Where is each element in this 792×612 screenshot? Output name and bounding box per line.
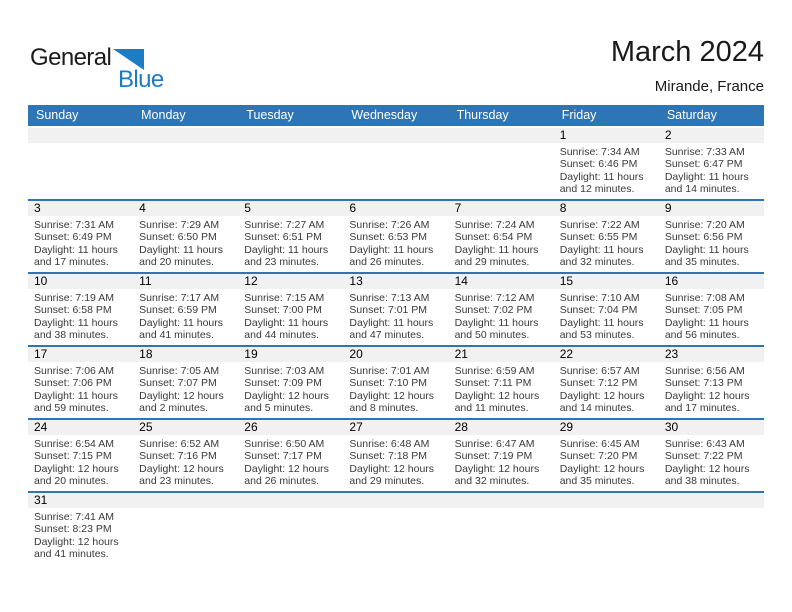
daylight-text-cont: and 29 minutes. <box>349 475 425 488</box>
day-cell-empty <box>449 128 554 199</box>
daylight-text-cont: and 41 minutes. <box>34 548 109 561</box>
sunset-text: Sunset: 6:56 PM <box>664 231 743 244</box>
day-number: 21 <box>454 347 468 361</box>
daylight-text: Daylight: 12 hours <box>139 389 224 402</box>
sunset-text: Sunset: 6:53 PM <box>349 231 428 244</box>
day-cell <box>554 420 659 491</box>
daylight-text-cont: and 12 minutes. <box>559 183 635 196</box>
day-number: 12 <box>244 274 258 288</box>
daylight-text-cont: and 11 minutes. <box>454 402 529 415</box>
day-number: 9 <box>664 201 672 215</box>
day-cell <box>659 128 764 199</box>
daylight-text-cont: and 32 minutes. <box>559 256 635 269</box>
day-cell-empty <box>238 128 343 199</box>
sunset-text: Sunset: 7:10 PM <box>349 377 428 390</box>
daylight-text: Daylight: 11 hours <box>559 243 644 256</box>
daylight-text-cont: and 23 minutes. <box>139 475 214 488</box>
sunrise-text: Sunrise: 6:48 AM <box>349 438 430 450</box>
day-number: 28 <box>454 420 468 434</box>
daylight-text: Daylight: 11 hours <box>664 243 749 256</box>
sunset-text: Sunset: 7:17 PM <box>244 450 322 463</box>
day-header-friday: Friday <box>561 108 597 122</box>
sunset-text: Sunset: 6:47 PM <box>664 158 743 171</box>
daylight-text: Daylight: 12 hours <box>244 462 329 475</box>
sunset-text: Sunset: 7:19 PM <box>454 450 533 463</box>
sunrise-text: Sunrise: 7:06 AM <box>34 365 114 377</box>
sunset-text: Sunset: 6:55 PM <box>559 231 638 244</box>
calendar-weeks <box>28 128 764 568</box>
sunrise-text: Sunrise: 6:47 AM <box>454 438 535 450</box>
day-number: 3 <box>34 201 41 215</box>
sunrise-text: Sunrise: 6:57 AM <box>559 365 640 377</box>
sunrise-text: Sunrise: 7:10 AM <box>559 292 640 304</box>
day-cell-empty <box>28 128 133 199</box>
calendar-week-row <box>28 493 764 568</box>
sunrise-text: Sunrise: 7:31 AM <box>34 219 114 231</box>
sunrise-text: Sunrise: 7:05 AM <box>139 365 220 377</box>
daylight-text: Daylight: 12 hours <box>34 462 119 475</box>
sunrise-text: Sunrise: 6:45 AM <box>559 438 640 450</box>
day-cell-empty <box>238 493 343 568</box>
day-cell <box>659 420 764 491</box>
sunrise-text: Sunrise: 6:59 AM <box>454 365 535 377</box>
day-number: 31 <box>34 493 48 507</box>
daylight-text-cont: and 2 minutes. <box>139 402 209 415</box>
day-cell <box>659 201 764 272</box>
day-number: 25 <box>139 420 153 434</box>
day-number: 5 <box>244 201 251 215</box>
day-number: 1 <box>559 128 567 142</box>
daylight-text-cont: and 26 minutes. <box>244 475 319 488</box>
day-header-saturday: Saturday <box>666 108 717 122</box>
sunrise-text: Sunrise: 7:26 AM <box>349 219 430 231</box>
sunset-text: Sunset: 6:58 PM <box>34 304 112 317</box>
day-number: 13 <box>349 274 363 288</box>
sunrise-text: Sunrise: 7:03 AM <box>244 365 325 377</box>
calendar-header-row <box>28 105 764 126</box>
sunset-text: Sunset: 7:11 PM <box>454 377 532 390</box>
day-number: 16 <box>664 274 679 288</box>
day-cell <box>238 274 343 345</box>
sunrise-text: Sunrise: 7:19 AM <box>34 292 114 304</box>
daylight-text: Daylight: 11 hours <box>34 316 118 329</box>
sunset-text: Sunset: 7:13 PM <box>664 377 743 390</box>
logo-text-blue: Blue <box>118 66 164 93</box>
day-header-tuesday: Tuesday <box>246 108 294 122</box>
day-number: 18 <box>139 347 153 361</box>
sunrise-text: Sunrise: 7:12 AM <box>454 292 535 304</box>
day-cell <box>133 420 238 491</box>
day-cell <box>554 347 659 418</box>
day-cell <box>554 274 659 345</box>
day-cell-empty <box>659 493 764 568</box>
day-cell <box>238 201 343 272</box>
daylight-text-cont: and 14 minutes. <box>664 183 740 196</box>
sunset-text: Sunset: 7:00 PM <box>244 304 322 317</box>
day-header-monday: Monday <box>141 108 186 122</box>
daylight-text: Daylight: 11 hours <box>244 316 329 329</box>
daylight-text: Daylight: 11 hours <box>559 170 644 183</box>
sunrise-text: Sunrise: 7:27 AM <box>244 219 325 231</box>
day-number: 7 <box>454 201 462 215</box>
sunrise-text: Sunrise: 6:56 AM <box>664 365 745 377</box>
daylight-text: Daylight: 11 hours <box>454 243 539 256</box>
day-cell <box>449 201 554 272</box>
sunrise-text: Sunrise: 6:52 AM <box>139 438 220 450</box>
day-number: 6 <box>349 201 357 215</box>
day-header-thursday: Thursday <box>456 108 509 122</box>
day-number: 10 <box>34 274 48 288</box>
day-number: 20 <box>349 347 363 361</box>
daylight-text: Daylight: 12 hours <box>664 462 750 475</box>
day-number: 17 <box>34 347 48 361</box>
sunrise-text: Sunrise: 6:54 AM <box>34 438 114 450</box>
page-title: March 2024 <box>610 36 764 68</box>
day-number: 4 <box>139 201 146 215</box>
day-cell <box>554 128 659 199</box>
daylight-text-cont: and 32 minutes. <box>454 475 530 488</box>
day-number: 24 <box>34 420 48 434</box>
sunrise-text: Sunrise: 7:01 AM <box>349 365 430 377</box>
day-cell <box>28 420 133 491</box>
sunset-text: Sunset: 7:12 PM <box>559 377 638 390</box>
daylight-text: Daylight: 12 hours <box>34 535 119 548</box>
day-cell-empty <box>343 493 448 568</box>
sunset-text: Sunset: 7:22 PM <box>664 450 743 463</box>
daylight-text: Daylight: 12 hours <box>349 462 435 475</box>
daylight-text: Daylight: 12 hours <box>454 389 540 402</box>
logo-text-general: General <box>30 44 112 71</box>
daylight-text-cont: and 35 minutes. <box>559 475 635 488</box>
daylight-text-cont: and 26 minutes. <box>349 256 425 269</box>
daylight-text: Daylight: 11 hours <box>34 243 118 256</box>
sunset-text: Sunset: 6:49 PM <box>34 231 112 244</box>
sunset-text: Sunset: 7:05 PM <box>664 304 743 317</box>
day-header-wednesday: Wednesday <box>351 108 418 122</box>
day-cell <box>659 274 764 345</box>
sunset-text: Sunset: 7:02 PM <box>454 304 533 317</box>
day-number: 11 <box>139 274 152 288</box>
sunset-text: Sunset: 7:06 PM <box>34 377 112 390</box>
day-cell <box>343 420 448 491</box>
sunrise-text: Sunrise: 7:15 AM <box>244 292 325 304</box>
daylight-text: Daylight: 12 hours <box>454 462 540 475</box>
sunset-text: Sunset: 7:18 PM <box>349 450 428 463</box>
calendar-week-row <box>28 128 764 201</box>
day-cell <box>659 347 764 418</box>
sunset-text: Sunset: 6:51 PM <box>244 231 322 244</box>
day-cell <box>238 347 343 418</box>
day-cell-empty <box>554 493 659 568</box>
sunset-text: Sunset: 6:59 PM <box>139 304 217 317</box>
daylight-text-cont: and 38 minutes. <box>34 329 109 342</box>
sunset-text: Sunset: 6:50 PM <box>139 231 217 244</box>
sunrise-text: Sunrise: 7:34 AM <box>559 146 640 158</box>
calendar-week-row <box>28 347 764 420</box>
sunset-text: Sunset: 7:01 PM <box>349 304 428 317</box>
daylight-text: Daylight: 11 hours <box>139 243 223 256</box>
daylight-text-cont: and 44 minutes. <box>244 329 319 342</box>
daylight-text-cont: and 17 minutes. <box>664 402 740 415</box>
day-cell <box>343 274 448 345</box>
general-blue-logo <box>30 42 170 94</box>
day-cell <box>554 201 659 272</box>
day-number: 8 <box>559 201 567 215</box>
daylight-text: Daylight: 12 hours <box>139 462 224 475</box>
daylight-text-cont: and 20 minutes. <box>34 475 109 488</box>
day-cell <box>28 347 133 418</box>
day-cell <box>343 201 448 272</box>
daylight-text-cont: and 47 minutes. <box>349 329 425 342</box>
daylight-text-cont: and 17 minutes. <box>34 256 109 269</box>
daylight-text-cont: and 53 minutes. <box>559 329 635 342</box>
sunset-text: Sunset: 6:54 PM <box>454 231 533 244</box>
daylight-text-cont: and 38 minutes. <box>664 475 740 488</box>
sunset-text: Sunset: 7:04 PM <box>559 304 638 317</box>
sunrise-text: Sunrise: 6:43 AM <box>664 438 745 450</box>
day-cell <box>28 201 133 272</box>
daylight-text-cont: and 29 minutes. <box>454 256 530 269</box>
sunrise-text: Sunrise: 7:33 AM <box>664 146 745 158</box>
calendar-week-row <box>28 274 764 347</box>
sunrise-text: Sunrise: 7:29 AM <box>139 219 220 231</box>
sunrise-text: Sunrise: 7:08 AM <box>664 292 745 304</box>
sunrise-text: Sunrise: 6:50 AM <box>244 438 325 450</box>
daylight-text-cont: and 23 minutes. <box>244 256 319 269</box>
sunset-text: Sunset: 7:16 PM <box>139 450 217 463</box>
day-cell <box>133 347 238 418</box>
daylight-text: Daylight: 11 hours <box>664 316 749 329</box>
daylight-text: Daylight: 12 hours <box>559 389 645 402</box>
title-block <box>611 36 764 95</box>
day-number: 15 <box>559 274 574 288</box>
day-number: 26 <box>244 420 258 434</box>
sunrise-text: Sunrise: 7:41 AM <box>34 511 114 523</box>
day-number: 2 <box>664 128 672 142</box>
day-cell <box>343 347 448 418</box>
day-cell <box>449 420 554 491</box>
sunset-text: Sunset: 7:07 PM <box>139 377 217 390</box>
daylight-text-cont: and 41 minutes. <box>139 329 214 342</box>
day-cell <box>28 274 133 345</box>
day-cell <box>133 274 238 345</box>
daylight-text-cont: and 35 minutes. <box>664 256 740 269</box>
day-cell <box>449 274 554 345</box>
daylight-text-cont: and 20 minutes. <box>139 256 214 269</box>
daylight-text-cont: and 8 minutes. <box>349 402 419 415</box>
day-cell-empty <box>343 128 448 199</box>
daylight-text: Daylight: 12 hours <box>559 462 645 475</box>
calendar-week-row <box>28 201 764 274</box>
daylight-text-cont: and 50 minutes. <box>454 329 530 342</box>
daylight-text: Daylight: 11 hours <box>454 316 539 329</box>
sunrise-text: Sunrise: 7:20 AM <box>664 219 745 231</box>
sunset-text: Sunset: 7:15 PM <box>34 450 112 463</box>
day-number: 29 <box>559 420 574 434</box>
day-number: 22 <box>559 347 574 361</box>
calendar-table <box>28 105 764 568</box>
daylight-text: Daylight: 12 hours <box>244 389 329 402</box>
daylight-text: Daylight: 11 hours <box>244 243 329 256</box>
daylight-text: Daylight: 11 hours <box>349 316 434 329</box>
day-cell <box>133 201 238 272</box>
daylight-text-cont: and 59 minutes. <box>34 402 109 415</box>
daylight-text: Daylight: 11 hours <box>664 170 749 183</box>
day-header-sunday: Sunday <box>36 108 79 122</box>
day-cell <box>449 347 554 418</box>
daylight-text: Daylight: 12 hours <box>349 389 435 402</box>
day-number: 19 <box>244 347 258 361</box>
daylight-text-cont: and 5 minutes. <box>244 402 314 415</box>
daylight-text: Daylight: 11 hours <box>139 316 223 329</box>
sunrise-text: Sunrise: 7:17 AM <box>139 292 220 304</box>
daylight-text: Daylight: 11 hours <box>559 316 644 329</box>
day-number: 14 <box>454 274 468 288</box>
sunrise-text: Sunrise: 7:13 AM <box>349 292 430 304</box>
day-number: 30 <box>664 420 679 434</box>
day-number: 23 <box>664 347 679 361</box>
sunset-text: Sunset: 7:09 PM <box>244 377 322 390</box>
sunset-text: Sunset: 8:23 PM <box>34 523 112 536</box>
sunrise-text: Sunrise: 7:24 AM <box>454 219 535 231</box>
daylight-text: Daylight: 12 hours <box>664 389 750 402</box>
calendar-week-row <box>28 420 764 493</box>
day-cell-empty <box>133 493 238 568</box>
daylight-text: Daylight: 11 hours <box>349 243 434 256</box>
day-cell <box>28 493 133 568</box>
day-cell-empty <box>133 128 238 199</box>
day-cell-empty <box>449 493 554 568</box>
daylight-text-cont: and 14 minutes. <box>559 402 635 415</box>
day-number: 27 <box>349 420 363 434</box>
sunrise-text: Sunrise: 7:22 AM <box>559 219 640 231</box>
sunset-text: Sunset: 6:46 PM <box>559 158 638 171</box>
day-cell <box>238 420 343 491</box>
sunset-text: Sunset: 7:20 PM <box>559 450 638 463</box>
location-subtitle: Mirande, France <box>654 78 764 95</box>
daylight-text: Daylight: 11 hours <box>34 389 118 402</box>
daylight-text-cont: and 56 minutes. <box>664 329 740 342</box>
